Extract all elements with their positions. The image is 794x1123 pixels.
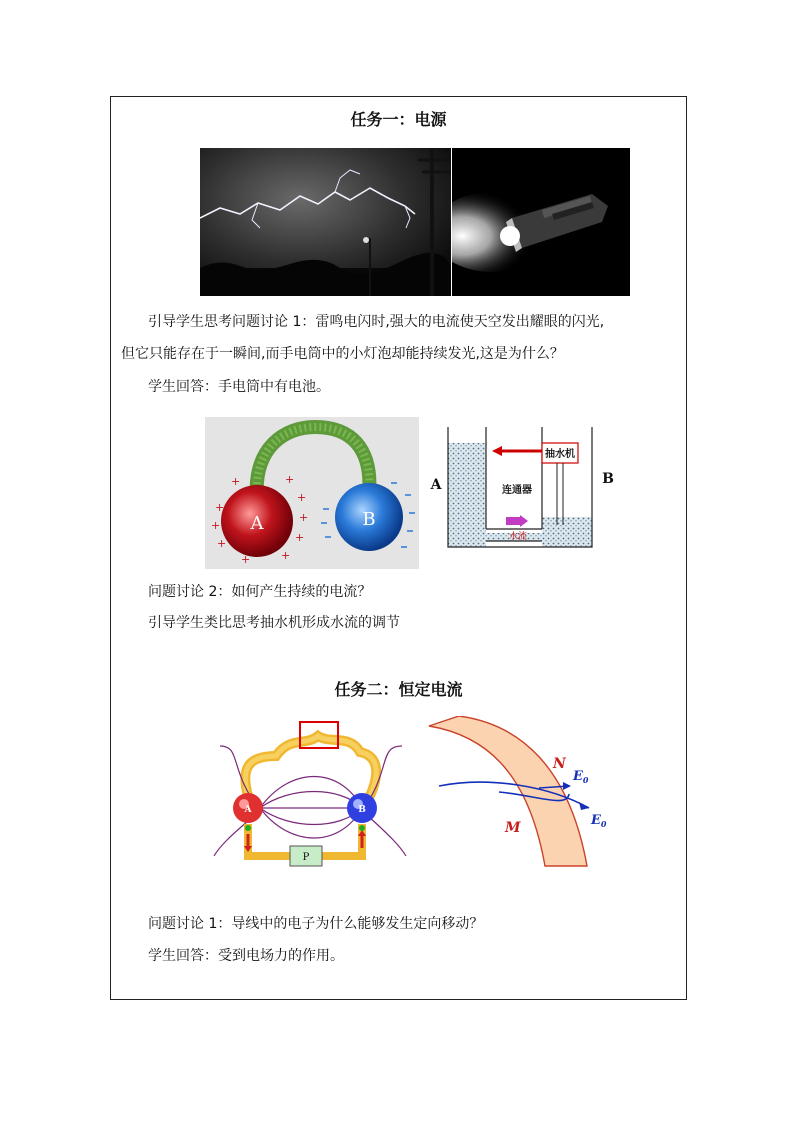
label-n: N	[553, 756, 566, 772]
label-e0-bottom: E	[591, 813, 601, 828]
tank-b-label: B	[602, 471, 614, 487]
svg-text:+: +	[299, 511, 309, 524]
discussion-2: 问题讨论 2：如何产生持续的电流？	[148, 584, 372, 600]
svg-text:+: +	[217, 537, 227, 550]
flow-label: 水流	[508, 532, 528, 542]
pump-label: 抽水机	[545, 449, 575, 460]
label-e0-top: E	[573, 769, 583, 784]
svg-text:+: +	[281, 549, 291, 562]
task1-title: 任务一：电源	[350, 110, 447, 129]
water-pump-diagram	[422, 417, 622, 569]
svg-text:+: +	[285, 473, 295, 486]
charged-spheres-diagram	[205, 417, 419, 569]
svg-text:E0	[590, 813, 607, 829]
circuit-field-diagram	[210, 716, 410, 868]
discussion-1-line-2: 但它只能存在于一瞬间,而手电筒中的小灯泡却能持续发光,这是为什么？	[121, 346, 564, 362]
svg-text:+: +	[297, 491, 307, 504]
label-m: M	[505, 820, 521, 836]
tank-a-label: A	[430, 477, 442, 493]
label-e0-top-sub: 0	[582, 775, 589, 785]
guide-2: 引导学生类比思考抽水机形成水流的调节	[148, 615, 400, 631]
svg-text:+: +	[215, 501, 225, 514]
circuit-a-label: A	[244, 805, 252, 815]
student-answer-2: 学生回答：受到电场力的作用。	[148, 948, 344, 964]
conductor-field-diagram	[419, 716, 625, 868]
svg-text:+: +	[241, 553, 251, 566]
flashlight-photo	[452, 148, 630, 296]
lightning-photo	[200, 148, 451, 296]
svg-text:+: +	[295, 531, 305, 544]
sphere-b-label: B	[362, 509, 376, 530]
lesson-table-cell	[110, 96, 687, 1000]
sphere-a-label: A	[250, 513, 264, 534]
label-e0-bottom-sub: 0	[600, 819, 607, 829]
circuit-p-label: P	[302, 852, 310, 863]
connector-label: 连通器	[502, 485, 532, 496]
task2-title: 任务二：恒定电流	[334, 680, 463, 699]
svg-text:E0	[572, 769, 589, 785]
svg-text:+: +	[231, 475, 241, 488]
svg-text:+: +	[211, 519, 221, 532]
discussion-1-line-1: 引导学生思考问题讨论 1：雷鸣电闪时,强大的电流使天空发出耀眼的闪光,	[148, 314, 605, 330]
student-answer-1: 学生回答：手电筒中有电池。	[148, 379, 330, 395]
discussion-3: 问题讨论 1：导线中的电子为什么能够发生定向移动？	[148, 916, 484, 932]
circuit-b-label: B	[358, 805, 366, 815]
